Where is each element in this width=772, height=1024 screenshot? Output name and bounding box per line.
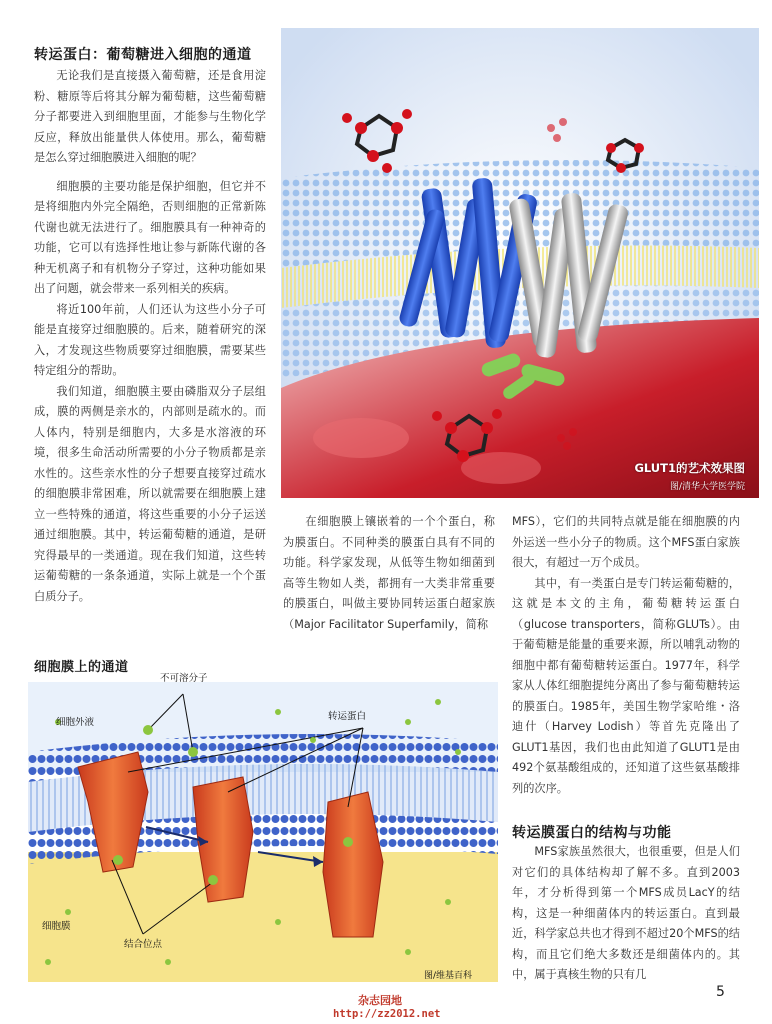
paragraph: 将近100年前，人们还认为这些小分子可能是直接穿过细胞膜的。后来，随着研究的深入，才发现这些物质要穿过细胞膜，需要某些特定组分的帮助。 xyxy=(34,302,266,377)
watermark-name: 杂志园地 xyxy=(358,994,402,1007)
paragraph: 细胞膜的主要功能是保护细胞，但它并不是将细胞内外完全隔绝，否则细胞的正常新陈代谢也就无法进行了。细胞膜具有一种神奇的功能，它可以有选择性地让参与新陈代谢的各种无机离子和有机物分子穿过，这种功能如果出了问题，就会带来一系列相关的疾病。 xyxy=(34,179,266,295)
membrane-diagram-svg xyxy=(28,682,498,982)
label-transporter: 转运蛋白 xyxy=(328,711,367,722)
membrane-channel-diagram xyxy=(28,673,498,982)
section2-title: 转运膜蛋白的结构与功能 xyxy=(512,825,672,841)
column3-body xyxy=(512,512,740,799)
label-impermeable: 不可溶分子 xyxy=(160,673,208,684)
column2-body xyxy=(283,512,495,635)
paragraph: 我们知道，细胞膜主要由磷脂双分子层组成，膜的两侧是亲水的，内部则是疏水的。而人体内，特别是细胞内，大多是水溶液的环境，很多生命活动所需要的小分子物质都是亲水性的。这些亲水性的分子想要直接穿过疏水的细胞膜非常困难，所以就需要在细胞膜上建立一些特殊的通道，将这些重要的小分子运送通过细胞膜。其中，转运葡萄糖的通道，是研究得最早的一类通道。现在我们知道，这些转运葡萄糖的一条条通道，实际上就是一个个蛋白质分子。 xyxy=(34,384,266,603)
hero-credit: 图/清华大学医学院 xyxy=(669,482,745,492)
paragraph: 无论我们是直接摄入葡萄糖，还是食用淀粉、糖原等后将其分解为葡萄糖，这些葡萄糖分子都要进入到细胞里面，才能参与生物化学反应，释放出能量供人体使用。那么，葡萄糖是怎么穿过细胞膜进入细胞的呢？ xyxy=(34,69,266,164)
section1-title: 转运蛋白：葡萄糖进入细胞的通道 xyxy=(34,47,252,63)
section1-body xyxy=(34,66,266,607)
paragraph: 其中，有一类蛋白是专门转运葡萄糖的，这就是本文的主角，葡萄糖转运蛋白（glucose transporters，简称GLUTs）。由于葡萄糖是能量的重要来源，所以哺乳动物的细胞中都有葡萄糖转运蛋白。1977年，科学家从人体红细胞提纯分离出了参与葡萄糖转运的膜蛋白。1985年，美国生物学家哈维・洛迪什（Harvey Lodish）等首先克隆出了GLUT1基因，我们也由此知道了GLUT1是由492个氨基酸组成的，还知道了这些氨基酸排列的次序。 xyxy=(512,576,740,795)
section2-body xyxy=(512,842,740,986)
paragraph: MFS家族虽然很大，也很重要，但是人们对它们的具体结构却了解不多。直到2003年，才分析得到第一个MFS成员LacY的结构，这是一种细菌体内的转运蛋白。直到最近，科学家总共也才得到不超过20个MFS的结构，而且它们绝大多数还是细菌体内的。其中，属于真核生物的只有几 xyxy=(512,845,740,981)
glut1-art xyxy=(281,28,759,498)
watermark-url[interactable]: http://zz2012.net xyxy=(333,1008,441,1020)
label-membrane: 细胞膜 xyxy=(42,921,71,932)
paragraph: MFS），它们的共同特点就是能在细胞膜的内外运送一些小分子的物质。这个MFS蛋白家族很大，有超过一万个成员。 xyxy=(512,515,740,569)
diagram-credit: 图/维基百科 xyxy=(424,971,473,981)
label-extracellular: 细胞外液 xyxy=(56,717,95,728)
paragraph: 在细胞膜上镶嵌着的一个个蛋白，称为膜蛋白。不同种类的膜蛋白具有不同的功能。科学家发现，从低等生物如细菌到高等生物如人类，都拥有一大类非常重要的膜蛋白，叫做主要协同转运蛋白超家族（Major Facilitator Superfamily，简称 xyxy=(283,515,495,631)
hero-illustration xyxy=(281,28,759,498)
diagram-title: 细胞膜上的通道 xyxy=(34,660,129,675)
hero-caption: GLUT1的艺术效果图 xyxy=(634,461,745,475)
label-binding-site: 结合位点 xyxy=(124,939,163,950)
page-number: 5 xyxy=(716,984,725,1000)
